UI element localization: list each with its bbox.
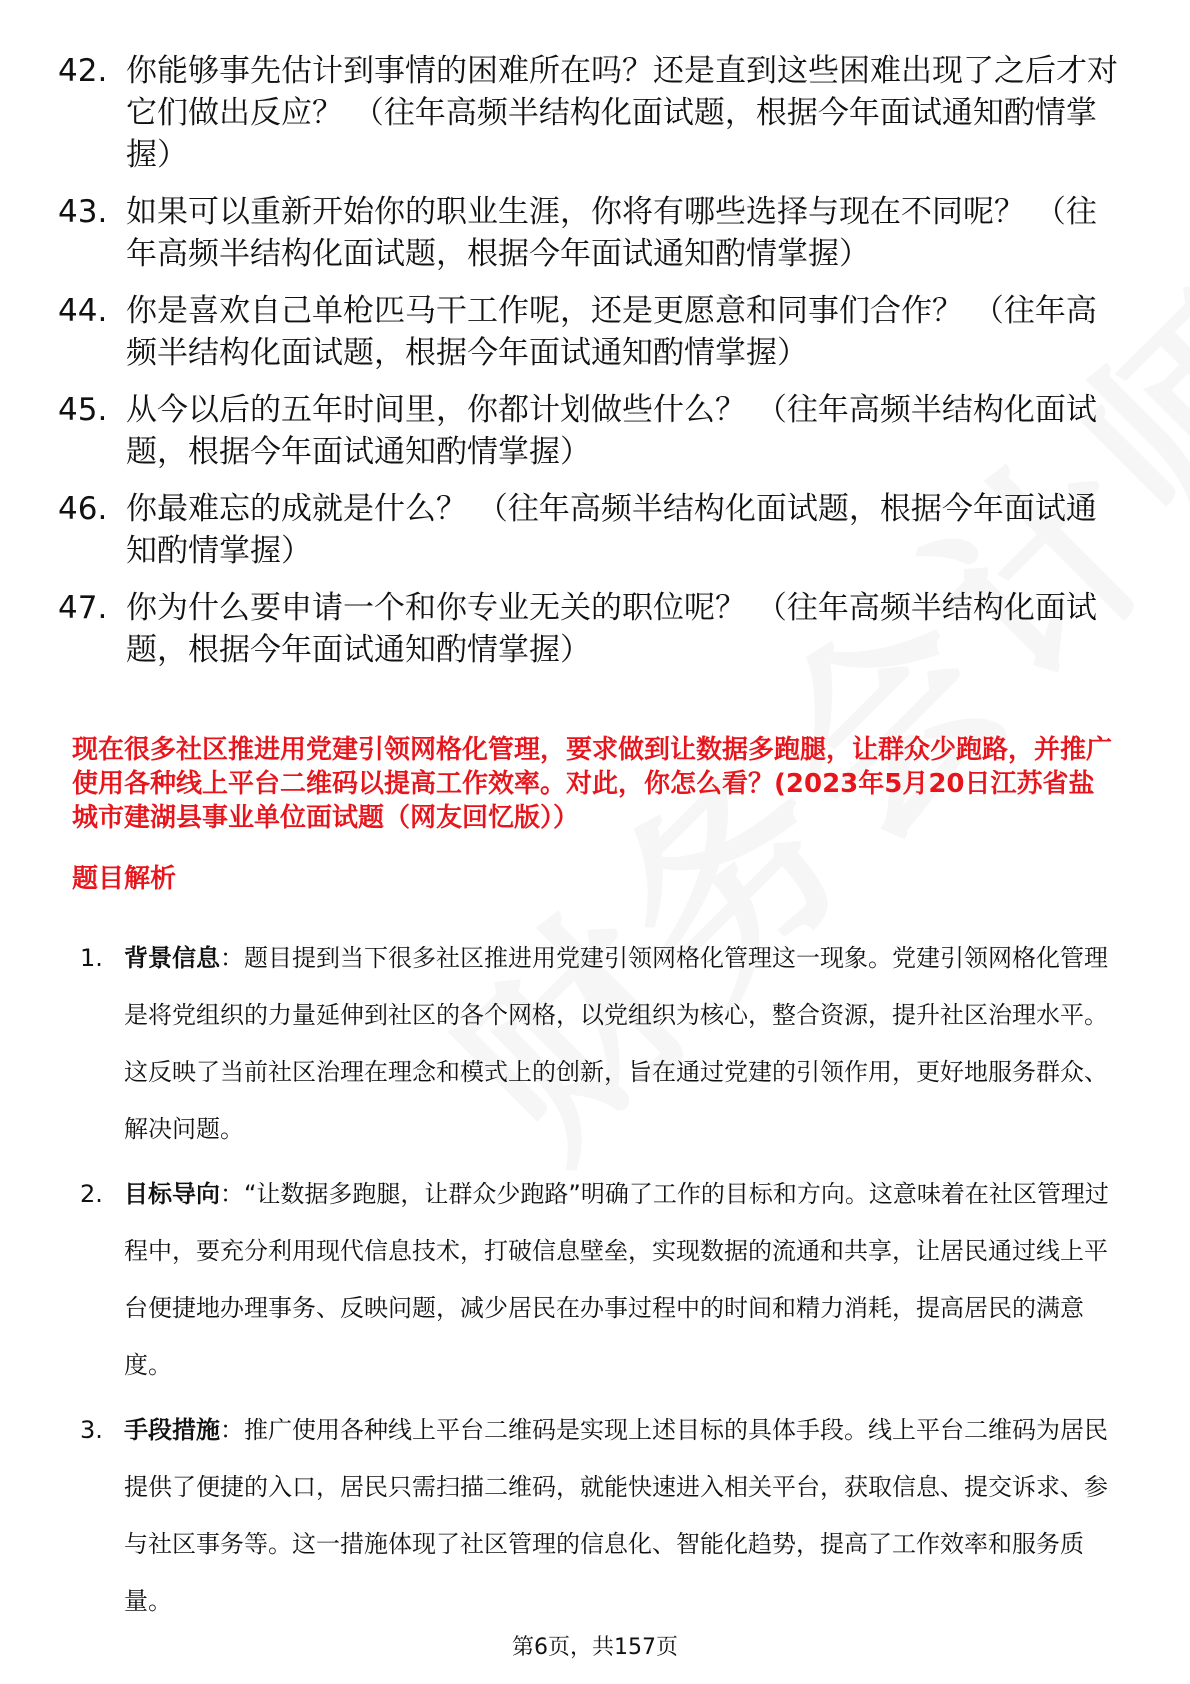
question-item-46 [58,488,1118,572]
question-text: 从今以后的五年时间里，你都计划做些什么？ （往年高频半结构化面试题，根据今年面试通知酌情掌握） [126,392,1097,470]
analysis-title: 背景信息 [124,944,220,972]
exam-question-headline: 现在很多社区推进用党建引领网格化管理，要求做到让数据多跑腿，让群众少跑路，并推广使用各种线上平台二维码以提高工作效率。对此，你怎么看？(2023年5月20日江苏省盐城市建湖县事业单位面试题（网友回忆版）） [72,735,1113,833]
analysis-separator: ： [220,1180,244,1208]
question-number: 42. [58,53,108,89]
analysis-text: “让数据多跑腿，让群众少跑路”明确了工作的目标和方向。这意味着在社区管理过程中，要充分利用现代信息技术，打破信息壁垒，实现数据的流通和共享，让居民通过线上平台便捷地办理事务、反映问题，减少居民在办事过程中的时间和精力消耗，提高居民的满意度。 [124,1180,1109,1379]
question-item-43 [58,191,1118,275]
analysis-body [124,1402,1120,1630]
page-footer: 第6页，共157页 [512,1635,678,1660]
question-number: 43. [58,194,108,230]
question-number: 45. [58,392,108,428]
question-item-47 [58,587,1118,671]
analysis-number: 3. [80,1416,103,1444]
analysis-body [124,930,1120,1158]
question-number: 46. [58,491,108,527]
analysis-number: 1. [80,944,103,972]
question-text: 如果可以重新开始你的职业生涯，你将有哪些选择与现在不同呢？ （往年高频半结构化面试题，根据今年面试通知酌情掌握） [126,194,1097,272]
analysis-item-1 [80,930,1120,1158]
analysis-separator: ： [220,1416,244,1444]
question-item-44 [58,290,1118,374]
question-list [58,50,1118,686]
question-text: 你是喜欢自己单枪匹马干工作呢，还是更愿意和同事们合作？ （往年高频半结构化面试题，根据今年面试通知酌情掌握） [126,293,1097,371]
question-number: 47. [58,590,108,626]
analysis-text: 推广使用各种线上平台二维码是实现上述目标的具体手段。线上平台二维码为居民提供了便捷的入口，居民只需扫描二维码，就能快速进入相关平台，获取信息、提交诉求、参与社区事务等。这一措施体现了社区管理的信息化、智能化趋势，提高了工作效率和服务质量。 [124,1416,1108,1615]
analysis-separator: ： [220,944,244,972]
analysis-title: 手段措施 [124,1416,220,1444]
analysis-title: 目标导向 [124,1180,220,1208]
analysis-body [124,1166,1120,1394]
question-text: 你最难忘的成就是什么？ （往年高频半结构化面试题，根据今年面试通知酌情掌握） [126,491,1097,569]
question-item-42 [58,50,1118,176]
analysis-list [80,930,1120,1638]
analysis-section-label: 题目解析 [72,864,177,894]
question-number: 44. [58,293,108,329]
analysis-item-3 [80,1402,1120,1630]
analysis-text: 题目提到当下很多社区推进用党建引领网格化管理这一现象。党建引领网格化管理是将党组织的力量延伸到社区的各个网格，以党组织为核心，整合资源，提升社区治理水平。这反映了当前社区治理在理念和模式上的创新，旨在通过党建的引领作用，更好地服务群众、解决问题。 [124,944,1108,1143]
question-text: 你为什么要申请一个和你专业无关的职位呢？ （往年高频半结构化面试题，根据今年面试通知酌情掌握） [126,590,1097,668]
question-text: 你能够事先估计到事情的困难所在吗？还是直到这些困难出现了之后才对它们做出反应？ （往年高频半结构化面试题，根据今年面试通知酌情掌握） [126,53,1118,173]
analysis-item-2 [80,1166,1120,1394]
analysis-number: 2. [80,1180,103,1208]
question-item-45 [58,389,1118,473]
